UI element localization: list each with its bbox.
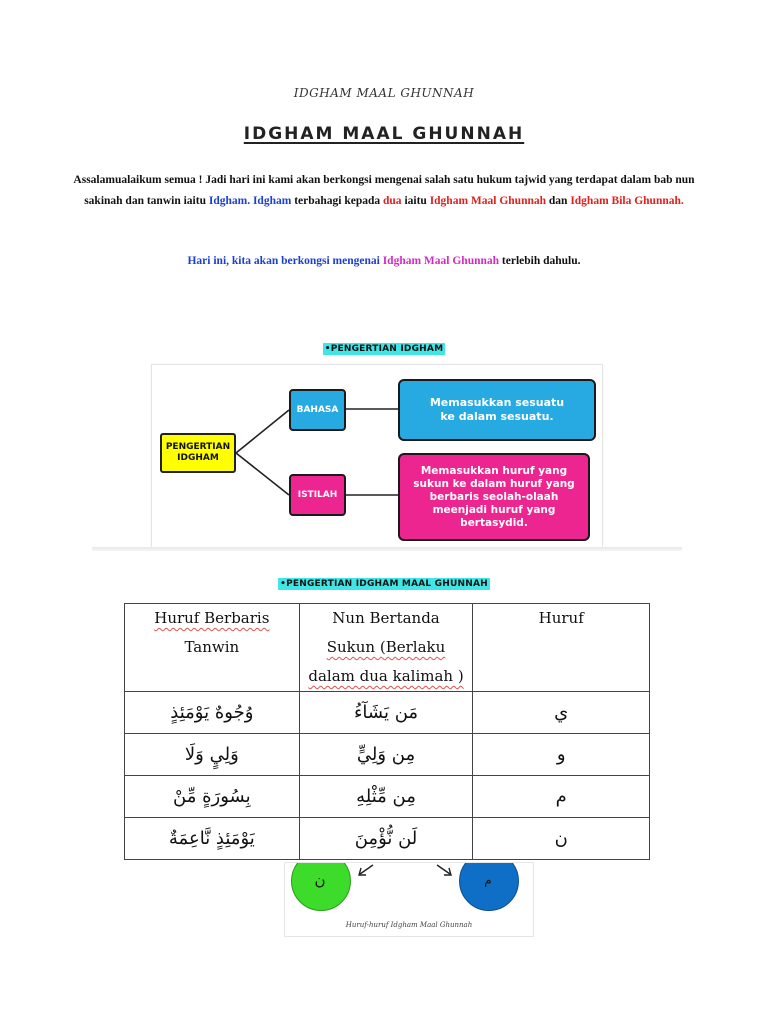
arrow-left-icon: [359, 865, 373, 875]
node-istilah-definition: Memasukkan huruf yang sukun ke dalam huruf yang berbaris seolah-olaah meenjadi huruf yang bertasydid.: [398, 453, 590, 541]
cell-huruf: ي: [473, 692, 650, 734]
table-row: [125, 692, 650, 734]
intro-text: Assalamualaikum semua ! Jadi hari ini kami akan berkongsi mengenai salah satu hukum tajwid yang terdapat dalam bab nun sakinah dan tanwin iaitu: [73, 174, 695, 207]
circle-mim-letter: م: [484, 873, 492, 887]
huruf-circles-figure: [284, 862, 534, 937]
pengertian-idgham-diagram: [151, 364, 603, 548]
intro-idgham-bila-ghunnah: Idgham Bila Ghunnah.: [570, 195, 684, 207]
figure-caption: Huruf-huruf Idgham Maal Ghunnah: [345, 921, 473, 929]
intro-paragraph: Assalamualaikum semua ! Jadi hari ini kami akan berkongsi mengenai salah satu hukum tajwid yang terdapat dalam bab nun sakinah dan tanwin iaitu Idgham. Idgham terbahagi kepada dua iaitu Idgham Maal Ghunnah dan Idgham Bila Ghunnah.: [73, 174, 695, 207]
table-row: [125, 734, 650, 776]
intro-dua: dua: [383, 195, 402, 207]
cell-tanwin: وُجُوهٌ يَوْمَئِذٍ: [125, 692, 300, 734]
arrow-right-icon: [437, 865, 451, 875]
cell-nun: مِن وَلِيٍّ: [299, 734, 473, 776]
intro-idgham-1: Idgham.: [208, 195, 251, 207]
header-huruf-berbaris-tanwin: Huruf Berbaris Tanwin: [125, 604, 300, 692]
cell-tanwin: بِسُورَةٍ مِّنْ: [125, 776, 300, 818]
section-label-row-2: [0, 571, 768, 590]
node-bahasa: BAHASA: [289, 389, 346, 431]
header-nun-bertanda-sukun: Nun Bertanda Sukun (Berlaku dalam dua kalimah ): [299, 604, 473, 692]
huruf-table: [124, 603, 650, 860]
node-istilah: ISTILAH: [289, 474, 346, 516]
cell-huruf: ن: [473, 818, 650, 860]
document-top-title: IDGHAM MAAL GHUNNAH: [293, 86, 475, 100]
main-title: [0, 124, 768, 144]
table-row: [125, 818, 650, 860]
divider-shadow: [92, 547, 682, 551]
section-label-pengertian-imag: •PENGERTIAN IDGHAM MAAL GHUNNAH: [280, 579, 488, 589]
intro-idgham-maal-ghunnah: Idgham Maal Ghunnah: [429, 195, 547, 207]
hari-ini-paragraph: Hari ini, kita akan berkongsi mengenai Idgham Maal Ghunnah terlebih dahulu.: [187, 255, 581, 267]
node-bahasa-definition: Memasukkan sesuatu ke dalam sesuatu.: [398, 379, 596, 441]
cell-tanwin: يَوْمَئِذٍ نَّاعِمَةٌ: [125, 818, 300, 860]
header-huruf: Huruf: [473, 604, 650, 692]
hari-ini-imag: Idgham Maal Ghunnah: [382, 255, 500, 267]
table-header-row: [125, 604, 650, 692]
main-title-text: IDGHAM MAAL GHUNNAH: [243, 124, 525, 144]
cell-nun: لَن نُّؤْمِنَ: [299, 818, 473, 860]
cell-huruf: و: [473, 734, 650, 776]
connector-istilah: [236, 453, 289, 495]
arrow-icons: [285, 863, 533, 903]
connector-bahasa: [236, 410, 289, 453]
section-label-pengertian-idgham: •PENGERTIAN IDGHAM: [324, 344, 444, 354]
circle-nun-letter: ن: [314, 871, 326, 889]
intro-idgham-2: Idgham: [252, 195, 292, 207]
cell-nun: مَن يَشَآءُ: [299, 692, 473, 734]
cell-nun: مِن مِّثْلِهِ: [299, 776, 473, 818]
cell-huruf: م: [473, 776, 650, 818]
section-label-row: [0, 336, 768, 355]
node-pengertian-idgham: PENGERTIAN IDGHAM: [160, 433, 236, 473]
cell-tanwin: وَلِيٍ وَلَا: [125, 734, 300, 776]
table-row: [125, 776, 650, 818]
